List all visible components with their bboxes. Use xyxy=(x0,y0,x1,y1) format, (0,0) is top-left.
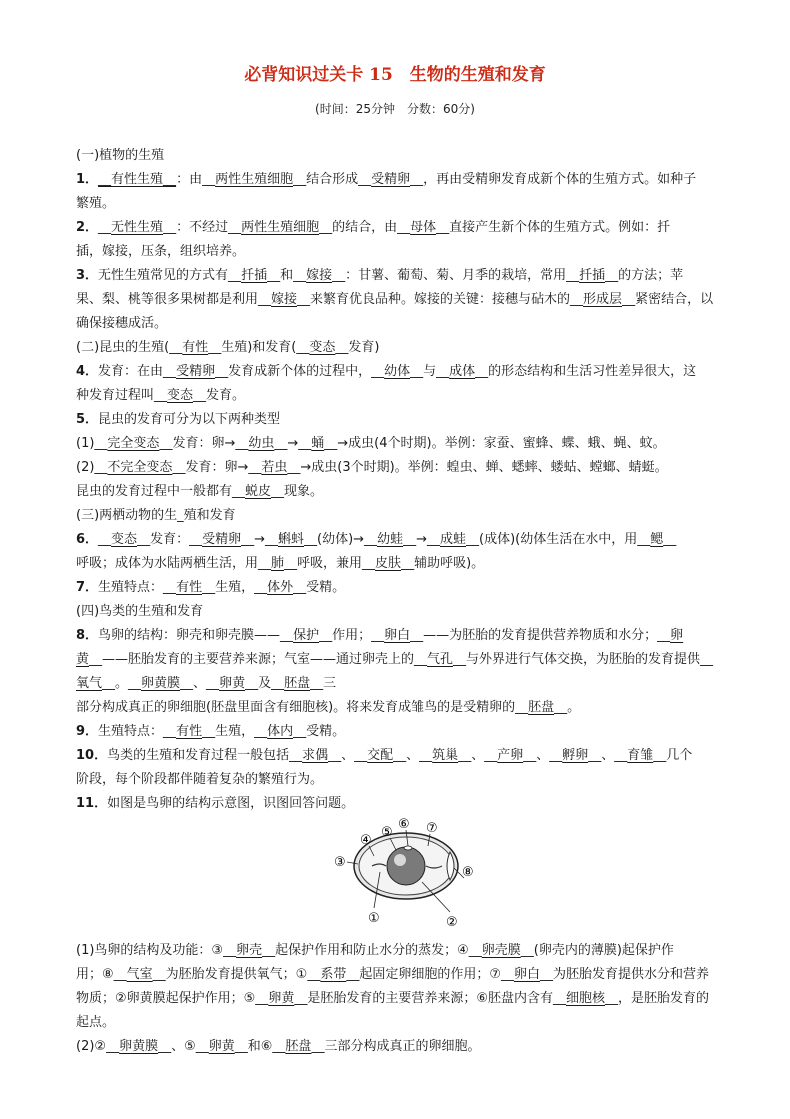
answer-fill: 两性生殖细胞 xyxy=(215,172,294,187)
text-line xyxy=(76,504,746,528)
text-line xyxy=(76,336,746,360)
text-line xyxy=(76,792,746,816)
text-segment: __几个 xyxy=(653,748,693,763)
text-segment: __和__ xyxy=(267,268,307,283)
text-segment: 繁殖。 xyxy=(76,196,116,211)
question-number: 3． xyxy=(76,268,99,283)
answer-fill: 蝌蚪 xyxy=(278,532,305,547)
answer-fill: 气孔 xyxy=(427,652,454,667)
text-line xyxy=(76,720,746,744)
text-segment: __发育成新个体的过程中，__ xyxy=(215,364,385,379)
answer-fill: 受精卵 xyxy=(371,172,411,187)
text-segment: __、__ xyxy=(588,748,628,763)
text-segment: __。 xyxy=(554,700,581,715)
text-segment: __发育) xyxy=(335,340,380,355)
text-segment: __、__ xyxy=(458,748,498,763)
answer-fill: 卵黄膜 xyxy=(119,1039,159,1054)
text-block-1 xyxy=(76,144,746,816)
text-segment: __→__ xyxy=(241,532,278,547)
text-line xyxy=(76,624,746,648)
answer-fill: __有性生殖__ xyxy=(98,172,177,187)
answer-fill: 卵白 xyxy=(384,628,411,643)
text-segment: __三 xyxy=(310,676,337,691)
answer-fill: 体外 xyxy=(267,580,294,595)
text-segment: __为胚胎发育提供水分和营养 xyxy=(540,967,710,982)
text-segment: __ xyxy=(98,532,112,547)
text-block-2 xyxy=(76,939,746,1059)
text-segment: __生殖，__ xyxy=(202,724,268,739)
document-body xyxy=(76,144,746,1059)
question-number: 2． xyxy=(76,220,99,235)
answer-fill: 幼蛙 xyxy=(377,532,404,547)
answer-fill: 胚盘 xyxy=(528,700,555,715)
label-2: ② xyxy=(446,915,458,928)
text-line xyxy=(76,600,746,624)
text-segment: 如图是鸟卵的结构示意图，识图回答问题。 xyxy=(107,796,355,811)
answer-fill: 有性 xyxy=(182,340,209,355)
germinal-disc-shape xyxy=(404,846,412,850)
question-number: 8． xyxy=(76,628,99,643)
question-number: 4． xyxy=(76,364,99,379)
text-segment: __的方法；苹 xyxy=(605,268,684,283)
text-segment: __直接产生新个体的生殖方式。例如：扦 xyxy=(436,220,671,235)
text-line xyxy=(76,216,746,240)
answer-fill: 有性 xyxy=(176,580,203,595)
text-segment: __——胚胎发育的主要营养来源；气室——通过卵壳上的__ xyxy=(89,652,428,667)
text-segment: __→成虫(4个时期)。举例：家蚕、蜜蜂、蝶、蛾、蝇、蚊。 xyxy=(324,436,666,451)
text-segment: (三)两栖动物的生_殖和发育 xyxy=(76,508,236,523)
egg-diagram xyxy=(76,816,746,931)
text-segment: __为胚胎发育提供氧气；①__ xyxy=(152,967,321,982)
answer-fill: 皮肤 xyxy=(375,556,402,571)
text-segment: __，再由受精卵发育成新个体的生殖方式。如种子 xyxy=(410,172,697,187)
text-segment: __生殖，__ xyxy=(202,580,268,595)
answer-fill: 保护 xyxy=(293,628,320,643)
text-segment: __来繁育优良品种。嫁接的关键：接穗与砧木的__ xyxy=(297,292,584,307)
text-line xyxy=(76,480,746,504)
label-8: ⑧ xyxy=(462,865,474,880)
label-7: ⑦ xyxy=(426,821,438,836)
text-line xyxy=(76,939,746,963)
answer-fill: 有性 xyxy=(176,724,203,739)
yolk-highlight xyxy=(394,854,406,866)
text-segment: 发育：在由__ xyxy=(98,364,177,379)
text-segment: 昆虫的发育可分为以下两种类型 xyxy=(98,412,281,427)
answer-fill: 不完全变态 xyxy=(107,460,173,475)
text-segment: 鸟卵的结构：卵壳和卵壳膜——__ xyxy=(98,628,294,643)
text-segment: 阶段，每个阶段都伴随着复杂的繁殖行为。 xyxy=(76,772,324,787)
label-1: ① xyxy=(368,911,380,926)
answer-fill: 胚盘 xyxy=(284,676,311,691)
question-number: 5． xyxy=(76,412,99,427)
text-segment: __——为胚胎的发育提供营养物质和水分；__ xyxy=(410,628,671,643)
answer-fill: 卵壳 xyxy=(236,943,263,958)
text-segment: __发育：__ xyxy=(137,532,203,547)
text-segment: 物质；②卵黄膜起保护作用；⑤__ xyxy=(76,991,269,1006)
text-segment: __受精。 xyxy=(293,580,346,595)
text-segment: (1)__ xyxy=(76,436,108,451)
text-segment: __起固定卵细胞的作用；⑦__ xyxy=(346,967,514,982)
answer-fill: 受精卵 xyxy=(176,364,216,379)
text-line xyxy=(76,144,746,168)
page-subtitle: (时间：25分钟 分数：60分) xyxy=(315,102,475,116)
text-segment: __的形态结构和生活习性差异很大，这 xyxy=(475,364,697,379)
label-3: ③ xyxy=(334,855,346,870)
answer-fill: 母体 xyxy=(410,220,437,235)
answer-fill: 嫁接 xyxy=(271,292,298,307)
answer-fill: 成蛙 xyxy=(439,532,466,547)
answer-fill: 系带 xyxy=(320,967,347,982)
text-segment: __起保护作用和防止水分的蒸发；④__ xyxy=(262,943,482,958)
text-segment: __受精。 xyxy=(293,724,346,739)
text-segment: (2)__ xyxy=(76,460,108,475)
text-line xyxy=(76,192,746,216)
text-segment: __辅助呼吸)。 xyxy=(401,556,485,571)
answer-fill: 两性生殖细胞 xyxy=(241,220,320,235)
text-segment: (2)②__ xyxy=(76,1039,120,1054)
text-line xyxy=(76,963,746,987)
question-number: 10． xyxy=(76,748,108,763)
answer-fill: 卵白 xyxy=(514,967,541,982)
question-number: 7． xyxy=(76,580,99,595)
text-segment: 昆虫的发育过程中一般都有__ xyxy=(76,484,246,499)
answer-fill: 卵黄 xyxy=(219,676,246,691)
answer-fill: 体内 xyxy=(267,724,294,739)
text-line xyxy=(76,1035,746,1059)
text-line xyxy=(76,672,746,696)
text-segment: 生殖特点：__ xyxy=(98,724,177,739)
text-segment: __现象。 xyxy=(271,484,324,499)
text-line xyxy=(76,576,746,600)
answer-fill: 形成层 xyxy=(583,292,623,307)
answer-fill: 氧气 xyxy=(76,676,103,691)
text-segment: 呼吸；成体为水陆两栖生活，用__ xyxy=(76,556,272,571)
answer-fill: 变态 xyxy=(167,388,194,403)
text-segment: (1)鸟卵的结构及功能：③__ xyxy=(76,943,237,958)
text-line xyxy=(76,744,746,768)
text-segment: 插，嫁接，压条，组织培养。 xyxy=(76,244,246,259)
text-line xyxy=(76,312,746,336)
answer-fill: 卵壳膜 xyxy=(481,943,521,958)
text-line xyxy=(76,432,746,456)
answer-fill: 蛹 xyxy=(311,436,325,451)
answer-fill: 求偶 xyxy=(302,748,329,763)
text-line xyxy=(76,528,746,552)
text-segment: __与外界进行气体交换，为胚胎的发育提供__ xyxy=(453,652,714,667)
text-segment: __作用；__ xyxy=(319,628,385,643)
yolk-shape xyxy=(387,847,425,885)
question-number: 11． xyxy=(76,796,108,811)
text-line xyxy=(76,240,746,264)
text-segment: ：由__ xyxy=(176,172,216,187)
text-segment: __发育：卵→__ xyxy=(172,460,262,475)
answer-fill: 鳃 xyxy=(650,532,664,547)
text-segment: __是胚胎发育的主要营养来源；⑥胚盘内含有__ xyxy=(294,991,566,1006)
answer-fill: 成体 xyxy=(449,364,476,379)
text-line xyxy=(76,648,746,672)
answer-fill: 细胞核 xyxy=(565,991,605,1006)
text-segment: __：甘薯、葡萄、菊、月季的栽培，常用__ xyxy=(332,268,580,283)
text-segment: __。__ xyxy=(102,676,142,691)
text-segment: __ xyxy=(98,220,112,235)
text-line xyxy=(76,264,746,288)
text-segment: 无性生殖常见的方式有__ xyxy=(98,268,242,283)
text-line xyxy=(76,552,746,576)
text-segment: __三部分构成真正的卵细胞。 xyxy=(311,1039,481,1054)
label-5: ⑤ xyxy=(381,825,393,840)
text-segment: __、__ xyxy=(328,748,368,763)
text-segment: __→成虫(3个时期)。举例：蝗虫、蝉、蟋蟀、蝼蛄、螳螂、蜻蜓。 xyxy=(287,460,668,475)
answer-fill: 扦插 xyxy=(579,268,606,283)
text-segment: (四)鸟类的生殖和发育 xyxy=(76,604,204,619)
text-segment: __发育：卵→__ xyxy=(159,436,249,451)
text-segment: __、__ xyxy=(523,748,563,763)
text-segment: 种发育过程叫__ xyxy=(76,388,168,403)
answer-fill: 气室 xyxy=(126,967,153,982)
answer-fill: 胚盘 xyxy=(285,1039,312,1054)
answer-fill: 育雏 xyxy=(627,748,654,763)
answer-fill: 筑巢 xyxy=(432,748,459,763)
text-segment: 用；⑧__ xyxy=(76,967,127,982)
text-segment: 确保接穗成活。 xyxy=(76,316,168,331)
question-number: 9． xyxy=(76,724,99,739)
answer-fill: 卵黄 xyxy=(268,991,295,1006)
answer-fill: 肺 xyxy=(271,556,285,571)
text-segment: __发育。 xyxy=(193,388,246,403)
text-segment: __(成体)(幼体生活在水中，用__ xyxy=(466,532,651,547)
answer-fill: 若虫 xyxy=(261,460,288,475)
text-segment: __，是胚胎发育的 xyxy=(605,991,710,1006)
page-title: 必背知识过关卡 15 生物的生殖和发育 xyxy=(244,65,546,85)
text-line xyxy=(76,360,746,384)
text-segment: __结合形成__ xyxy=(293,172,372,187)
text-segment: __(幼体)→__ xyxy=(304,532,378,547)
answer-fill: 无性生殖 xyxy=(111,220,164,235)
answer-fill: 产卵 xyxy=(497,748,524,763)
answer-fill: 嫁接 xyxy=(306,268,333,283)
text-line xyxy=(76,696,746,720)
answer-fill: 卵黄膜 xyxy=(141,676,181,691)
text-line xyxy=(76,1011,746,1035)
answer-fill: 卵 xyxy=(670,628,684,643)
question-number: 1． xyxy=(76,172,99,187)
text-segment: __：不经过__ xyxy=(163,220,242,235)
label-4: ④ xyxy=(360,833,372,848)
text-segment: __、__ xyxy=(180,676,220,691)
answer-fill: 变态 xyxy=(309,340,336,355)
text-segment: __的结合，由__ xyxy=(319,220,411,235)
text-line xyxy=(76,768,746,792)
text-segment: 部分构成真正的卵细胞(胚盘里面含有细胞核)。将来发育成雏鸟的是受精卵的__ xyxy=(76,700,529,715)
answer-fill: 变态 xyxy=(111,532,138,547)
text-segment: __ xyxy=(663,532,677,547)
text-segment: __与__ xyxy=(410,364,450,379)
text-line xyxy=(76,288,746,312)
text-segment: __紧密结合，以 xyxy=(622,292,714,307)
text-line xyxy=(76,168,746,192)
answer-fill: 扦插 xyxy=(241,268,268,283)
text-segment: 起点。 xyxy=(76,1015,116,1030)
answer-fill: 交配 xyxy=(367,748,394,763)
text-segment: 鸟类的生殖和发育过程一般包括__ xyxy=(107,748,303,763)
answer-fill: 幼虫 xyxy=(248,436,275,451)
egg-structure-figure xyxy=(334,816,484,928)
text-line xyxy=(76,987,746,1011)
text-line xyxy=(76,456,746,480)
text-segment: 果、梨、桃等很多果树都是利用__ xyxy=(76,292,272,307)
text-segment: __和⑥__ xyxy=(234,1039,286,1054)
answer-fill: 黄 xyxy=(76,652,90,667)
text-line xyxy=(76,408,746,432)
answer-fill: 完全变态 xyxy=(107,436,160,451)
text-segment: __生殖)和发育(__ xyxy=(208,340,310,355)
text-line xyxy=(76,384,746,408)
text-segment: __(卵壳内的薄膜)起保护作 xyxy=(520,943,674,958)
answer-fill: 受精卵 xyxy=(202,532,242,547)
question-number: 6． xyxy=(76,532,99,547)
text-segment: __呼吸，兼用__ xyxy=(284,556,376,571)
text-segment: __、__ xyxy=(393,748,433,763)
label-6: ⑥ xyxy=(398,817,410,832)
answer-fill: 幼体 xyxy=(384,364,411,379)
text-segment: __及__ xyxy=(245,676,285,691)
text-segment: __→__ xyxy=(403,532,440,547)
answer-fill: 蜕皮 xyxy=(245,484,272,499)
text-segment: (一)植物的生殖 xyxy=(76,148,165,163)
text-segment: 生殖特点：__ xyxy=(98,580,177,595)
text-segment: __、⑤__ xyxy=(158,1039,209,1054)
answer-fill: 孵卵 xyxy=(562,748,589,763)
text-segment: __→__ xyxy=(274,436,312,451)
answer-fill: 卵黄 xyxy=(208,1039,235,1054)
text-segment: (二)昆虫的生殖(__ xyxy=(76,340,183,355)
